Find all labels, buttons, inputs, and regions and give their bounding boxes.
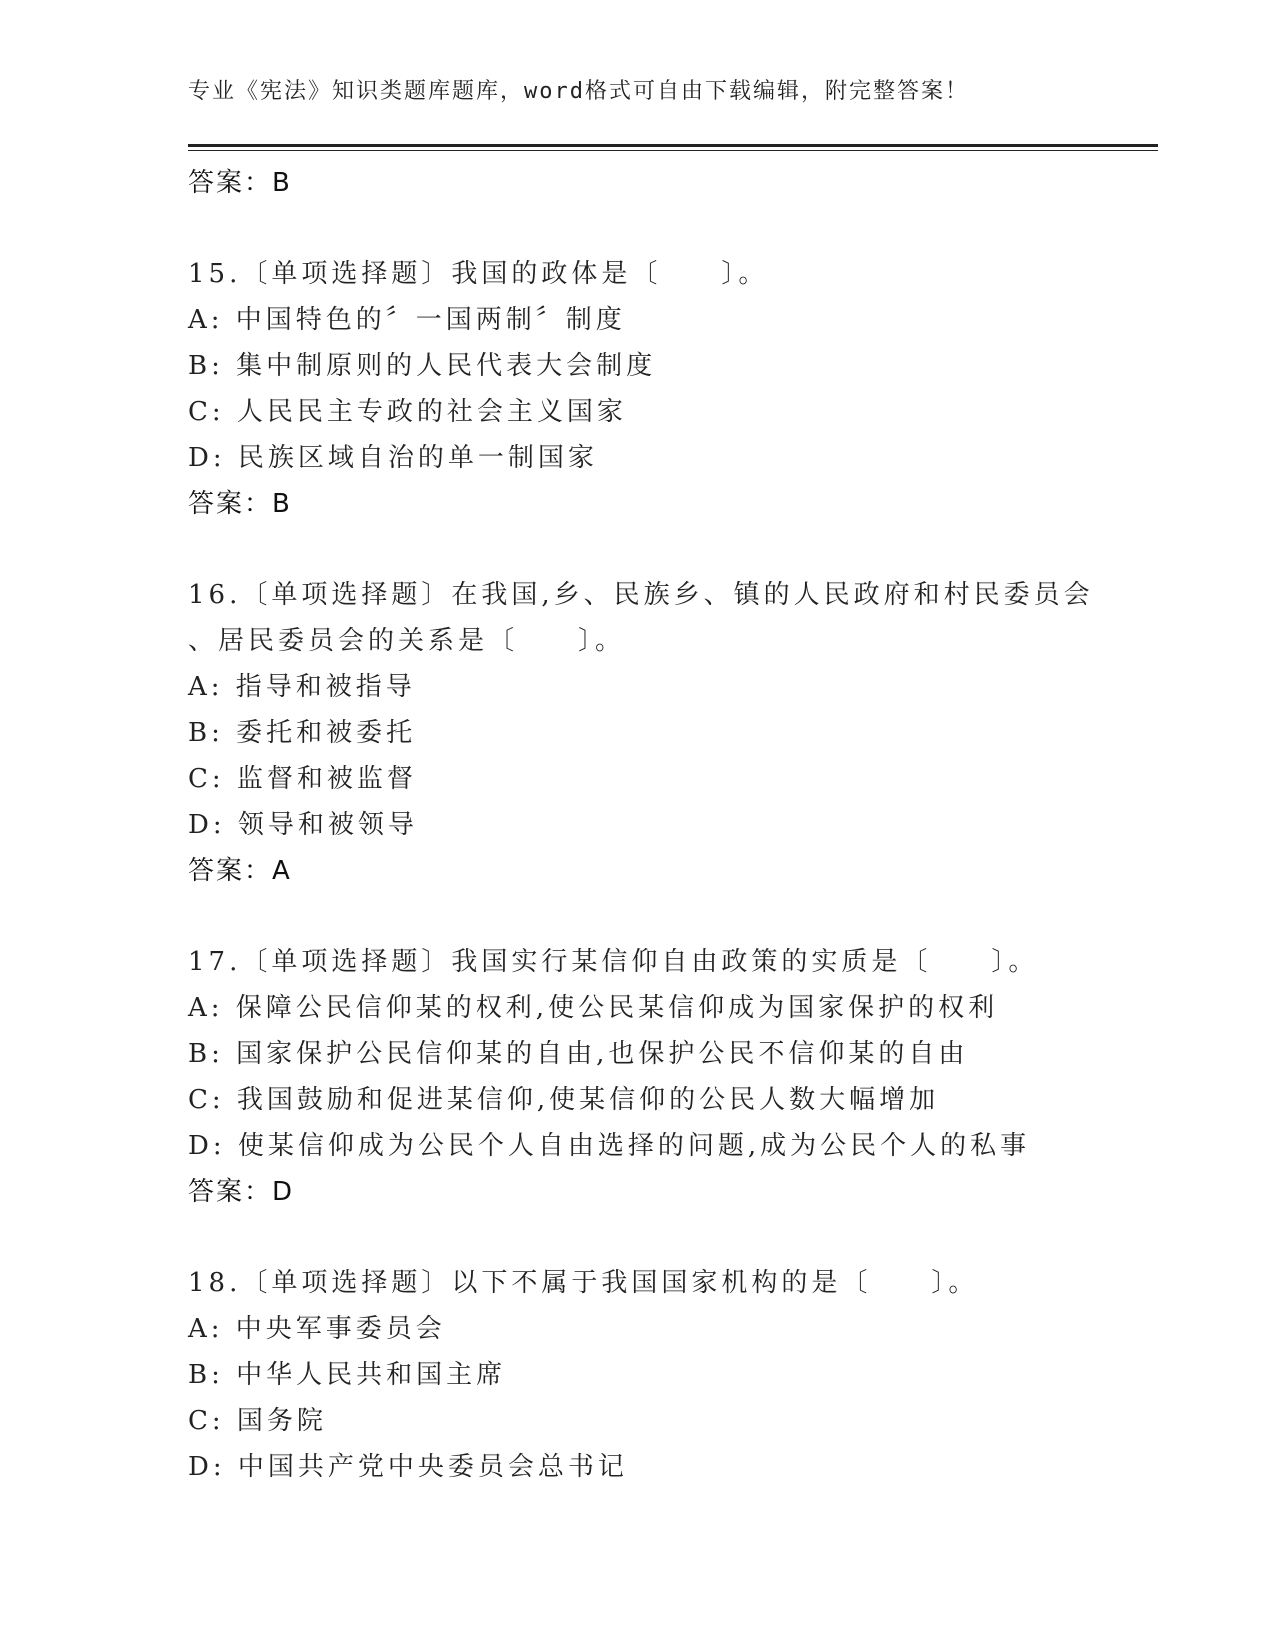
option-c: C: 国务院 [188, 1406, 327, 1436]
option-b: B: 委托和被委托 [188, 718, 417, 748]
option-a: A: 指导和被指导 [188, 672, 416, 702]
option-b: B: 国家保护公民信仰某的自由,也保护公民不信仰某的自由 [188, 1039, 969, 1069]
question-stem: 18.〔单项选择题〕以下不属于我国国家机构的是〔 〕。 [188, 1268, 979, 1298]
question-content [188, 160, 1148, 1490]
header-rule-thick [188, 144, 1158, 147]
spacer [188, 527, 1148, 572]
option-c: C: 监督和被监督 [188, 764, 417, 794]
answer-line: 答案：B [188, 489, 292, 519]
page-header: 专业《宪法》知识类题库题库，word格式可自由下载编辑，附完整答案！ [188, 79, 969, 104]
answer-line: 答案：D [188, 1177, 295, 1207]
spacer [188, 1215, 1148, 1260]
option-a: A: 保障公民信仰某的权利,使公民某信仰成为国家保护的权利 [188, 993, 999, 1023]
question-stem: 17.〔单项选择题〕我国实行某信仰自由政策的实质是〔 〕。 [188, 947, 1039, 977]
option-a: A: 中央军事委员会 [188, 1314, 446, 1344]
question-17 [188, 939, 1148, 1215]
question-stem: 15.〔单项选择题〕我国的政体是〔 〕。 [188, 259, 769, 289]
header-rule-thin [188, 150, 1158, 151]
answer-line: 答案：B [188, 168, 292, 198]
answer-line: 答案：A [188, 856, 292, 886]
question-stem-continued: 、居民委员会的关系是〔 〕。 [188, 626, 626, 656]
option-c: C: 我国鼓励和促进某信仰,使某信仰的公民人数大幅增加 [188, 1085, 940, 1115]
spacer [188, 206, 1148, 251]
option-b: B: 中华人民共和国主席 [188, 1360, 507, 1390]
question-18 [188, 1260, 1148, 1490]
question-16 [188, 572, 1148, 894]
option-d: D: 中国共产党中央委员会总书记 [188, 1452, 628, 1482]
option-d: D: 使某信仰成为公民个人自由选择的问题,成为公民个人的私事 [188, 1131, 1031, 1161]
option-b: B: 集中制原则的人民代表大会制度 [188, 351, 657, 381]
option-c: C: 人民民主专政的社会主义国家 [188, 397, 627, 427]
question-stem: 16.〔单项选择题〕在我国,乡、民族乡、镇的人民政府和村民委员会 [188, 580, 1094, 610]
option-d: D: 领导和被领导 [188, 810, 418, 840]
option-d: D: 民族区域自治的单一制国家 [188, 443, 598, 473]
question-15 [188, 251, 1148, 527]
spacer [188, 894, 1148, 939]
option-a: A: 中国特色的〞一国两制〞制度 [188, 305, 626, 335]
